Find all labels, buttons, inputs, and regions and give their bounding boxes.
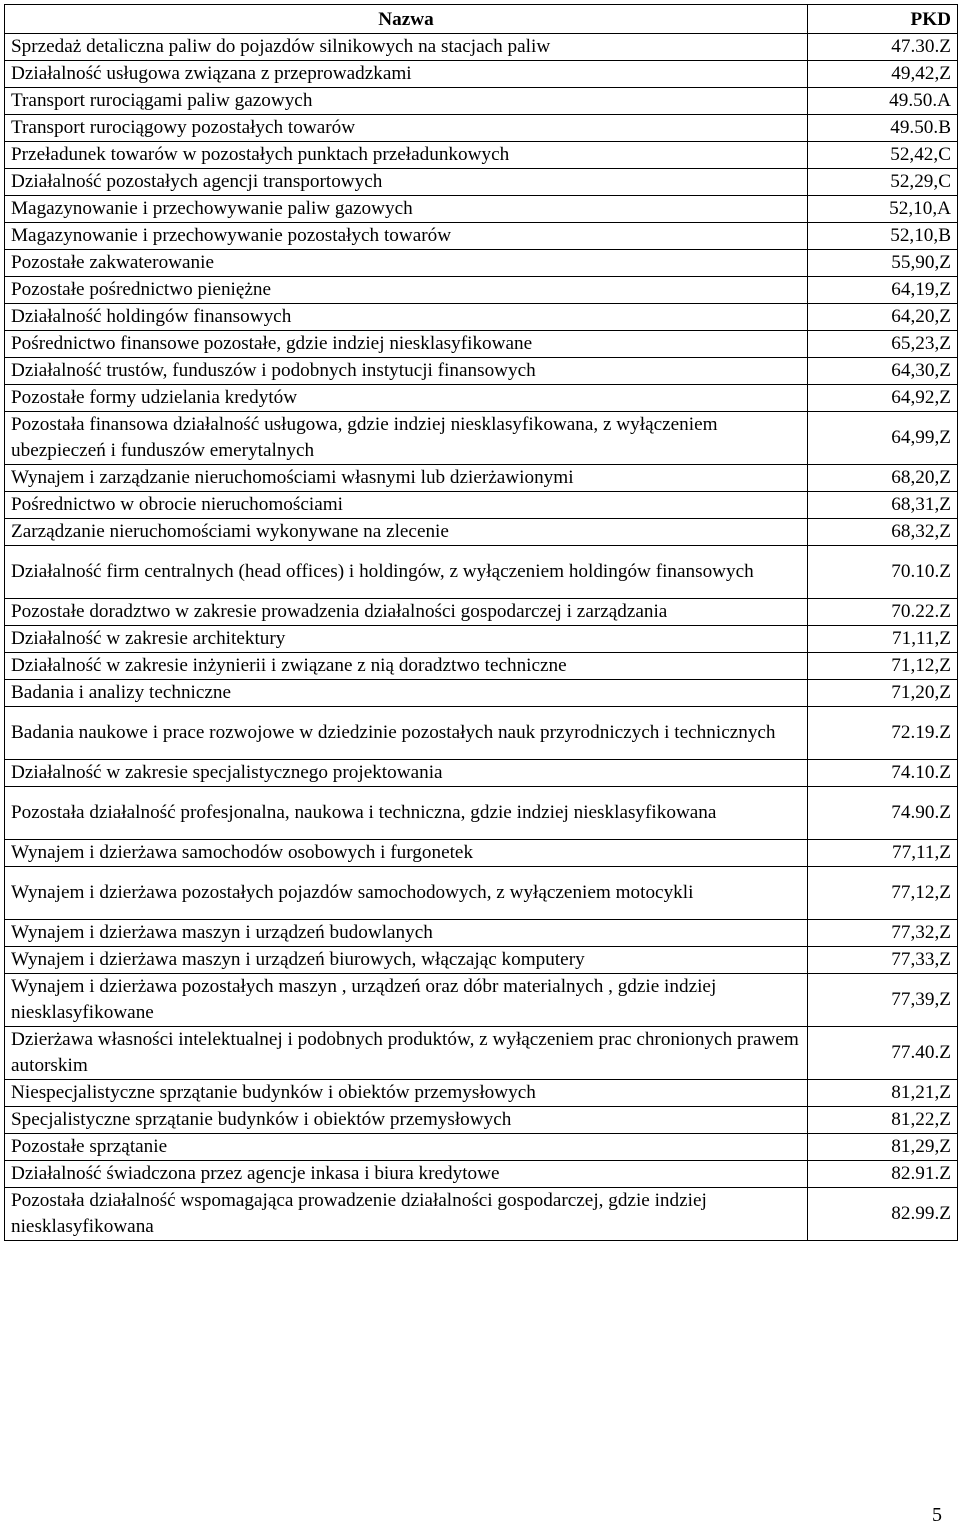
table-row <box>5 1027 958 1080</box>
pkd-code-cell: 70.10.Z <box>808 546 958 599</box>
pkd-code-cell: 77,39,Z <box>808 974 958 1027</box>
pkd-code-cell: 82.91.Z <box>808 1161 958 1188</box>
pkd-code-cell: 52,42,C <box>808 142 958 169</box>
table-row <box>5 223 958 250</box>
pkd-code-cell: 77,11,Z <box>808 840 958 867</box>
activity-name-cell: Wynajem i dzierżawa maszyn i urządzeń budowlanych <box>5 920 808 947</box>
pkd-code-cell: 49.50.B <box>808 115 958 142</box>
pkd-code-cell: 49.50.A <box>808 88 958 115</box>
activity-name-cell: Działalność pozostałych agencji transportowych <box>5 169 808 196</box>
pkd-code-cell: 68,31,Z <box>808 492 958 519</box>
table-row <box>5 277 958 304</box>
table-row <box>5 1188 958 1241</box>
pkd-code-cell: 64,19,Z <box>808 277 958 304</box>
table-row <box>5 1107 958 1134</box>
table-row <box>5 787 958 840</box>
pkd-code-cell: 74.10.Z <box>808 760 958 787</box>
table-row <box>5 358 958 385</box>
activity-name-cell: Transport rurociągami paliw gazowych <box>5 88 808 115</box>
pkd-code-cell: 64,99,Z <box>808 412 958 465</box>
pkd-code-cell: 47.30.Z <box>808 34 958 61</box>
table-row <box>5 465 958 492</box>
table-row <box>5 920 958 947</box>
activity-name-cell: Działalność holdingów finansowych <box>5 304 808 331</box>
table-row <box>5 840 958 867</box>
pkd-code-cell: 81,21,Z <box>808 1080 958 1107</box>
pkd-code-cell: 82.99.Z <box>808 1188 958 1241</box>
activity-name-cell: Działalność firm centralnych (head offices) i holdingów, z wyłączeniem holdingów finansowych <box>5 546 808 599</box>
table-row <box>5 760 958 787</box>
table-row <box>5 34 958 61</box>
pkd-code-cell: 70.22.Z <box>808 599 958 626</box>
pkd-code-cell: 81,22,Z <box>808 1107 958 1134</box>
pkd-table <box>4 4 958 1241</box>
table-row <box>5 412 958 465</box>
column-header-name: Nazwa <box>5 5 808 34</box>
pkd-code-cell: 52,29,C <box>808 169 958 196</box>
table-row <box>5 867 958 920</box>
pkd-code-cell: 71,20,Z <box>808 680 958 707</box>
activity-name-cell: Przeładunek towarów w pozostałych punktach przeładunkowych <box>5 142 808 169</box>
table-row <box>5 626 958 653</box>
activity-name-cell: Sprzedaż detaliczna paliw do pojazdów silnikowych na stacjach paliw <box>5 34 808 61</box>
pkd-code-cell: 77,33,Z <box>808 947 958 974</box>
pkd-code-cell: 81,29,Z <box>808 1134 958 1161</box>
activity-name-cell: Pozostała działalność wspomagająca prowadzenie działalności gospodarczej, gdzie indziej niesklasyfikowana <box>5 1188 808 1241</box>
table-row <box>5 680 958 707</box>
pkd-code-cell: 52,10,A <box>808 196 958 223</box>
table-row <box>5 385 958 412</box>
table-body <box>5 34 958 1241</box>
table-row <box>5 492 958 519</box>
pkd-code-cell: 68,20,Z <box>808 465 958 492</box>
table-row <box>5 61 958 88</box>
pkd-code-cell: 64,30,Z <box>808 358 958 385</box>
table-row <box>5 1134 958 1161</box>
activity-name-cell: Działalność trustów, funduszów i podobnych instytucji finansowych <box>5 358 808 385</box>
table-row <box>5 88 958 115</box>
activity-name-cell: Działalność świadczona przez agencje inkasa i biura kredytowe <box>5 1161 808 1188</box>
activity-name-cell: Pośrednictwo finansowe pozostałe, gdzie indziej niesklasyfikowane <box>5 331 808 358</box>
activity-name-cell: Pozostałe pośrednictwo pieniężne <box>5 277 808 304</box>
table-row <box>5 304 958 331</box>
activity-name-cell: Specjalistyczne sprzątanie budynków i obiektów przemysłowych <box>5 1107 808 1134</box>
table-row <box>5 1080 958 1107</box>
activity-name-cell: Wynajem i dzierżawa samochodów osobowych i furgonetek <box>5 840 808 867</box>
table-row <box>5 599 958 626</box>
pkd-code-cell: 64,92,Z <box>808 385 958 412</box>
table-row <box>5 169 958 196</box>
pkd-code-cell: 74.90.Z <box>808 787 958 840</box>
activity-name-cell: Pozostałe formy udzielania kredytów <box>5 385 808 412</box>
table-row <box>5 115 958 142</box>
column-header-pkd: PKD <box>808 5 958 34</box>
table-header-row <box>5 5 958 34</box>
pkd-code-cell: 68,32,Z <box>808 519 958 546</box>
pkd-code-cell: 65,23,Z <box>808 331 958 358</box>
pkd-code-cell: 72.19.Z <box>808 707 958 760</box>
activity-name-cell: Transport rurociągowy pozostałych towarów <box>5 115 808 142</box>
activity-name-cell: Pośrednictwo w obrocie nieruchomościami <box>5 492 808 519</box>
pkd-code-cell: 77.40.Z <box>808 1027 958 1080</box>
table-row <box>5 331 958 358</box>
activity-name-cell: Dzierżawa własności intelektualnej i podobnych produktów, z wyłączeniem prac chronionych prawem autorskim <box>5 1027 808 1080</box>
pkd-code-cell: 52,10,B <box>808 223 958 250</box>
table-row <box>5 1161 958 1188</box>
pkd-code-cell: 71,12,Z <box>808 653 958 680</box>
activity-name-cell: Magazynowanie i przechowywanie paliw gazowych <box>5 196 808 223</box>
table-row <box>5 974 958 1027</box>
activity-name-cell: Pozostałe zakwaterowanie <box>5 250 808 277</box>
table-row <box>5 653 958 680</box>
activity-name-cell: Pozostałe doradztwo w zakresie prowadzenia działalności gospodarczej i zarządzania <box>5 599 808 626</box>
table-row <box>5 546 958 599</box>
table-row <box>5 519 958 546</box>
activity-name-cell: Wynajem i dzierżawa pozostałych pojazdów samochodowych, z wyłączeniem motocykli <box>5 867 808 920</box>
activity-name-cell: Pozostała działalność profesjonalna, naukowa i techniczna, gdzie indziej niesklasyfikowana <box>5 787 808 840</box>
activity-name-cell: Wynajem i zarządzanie nieruchomościami własnymi lub dzierżawionymi <box>5 465 808 492</box>
table-row <box>5 947 958 974</box>
pkd-code-cell: 77,12,Z <box>808 867 958 920</box>
pkd-code-cell: 64,20,Z <box>808 304 958 331</box>
pkd-code-cell: 49,42,Z <box>808 61 958 88</box>
pkd-code-cell: 55,90,Z <box>808 250 958 277</box>
activity-name-cell: Niespecjalistyczne sprzątanie budynków i obiektów przemysłowych <box>5 1080 808 1107</box>
activity-name-cell: Badania i analizy techniczne <box>5 680 808 707</box>
pkd-code-cell: 77,32,Z <box>808 920 958 947</box>
activity-name-cell: Zarządzanie nieruchomościami wykonywane na zlecenie <box>5 519 808 546</box>
activity-name-cell: Pozostałe sprzątanie <box>5 1134 808 1161</box>
table-row <box>5 250 958 277</box>
activity-name-cell: Badania naukowe i prace rozwojowe w dziedzinie pozostałych nauk przyrodniczych i technicznych <box>5 707 808 760</box>
activity-name-cell: Wynajem i dzierżawa pozostałych maszyn , urządzeń oraz dóbr materialnych , gdzie indziej niesklasyfikowane <box>5 974 808 1027</box>
activity-name-cell: Magazynowanie i przechowywanie pozostałych towarów <box>5 223 808 250</box>
activity-name-cell: Działalność w zakresie architektury <box>5 626 808 653</box>
pkd-code-cell: 71,11,Z <box>808 626 958 653</box>
table-row <box>5 142 958 169</box>
activity-name-cell: Pozostała finansowa działalność usługowa, gdzie indziej niesklasyfikowana, z wyłączeniem ubezpieczeń i funduszów emerytalnych <box>5 412 808 465</box>
table-row <box>5 707 958 760</box>
table-row <box>5 196 958 223</box>
activity-name-cell: Działalność usługowa związana z przeprowadzkami <box>5 61 808 88</box>
page-number: 5 <box>932 1504 942 1526</box>
activity-name-cell: Wynajem i dzierżawa maszyn i urządzeń biurowych, włączając komputery <box>5 947 808 974</box>
activity-name-cell: Działalność w zakresie inżynierii i związane z nią doradztwo techniczne <box>5 653 808 680</box>
activity-name-cell: Działalność w zakresie specjalistycznego projektowania <box>5 760 808 787</box>
